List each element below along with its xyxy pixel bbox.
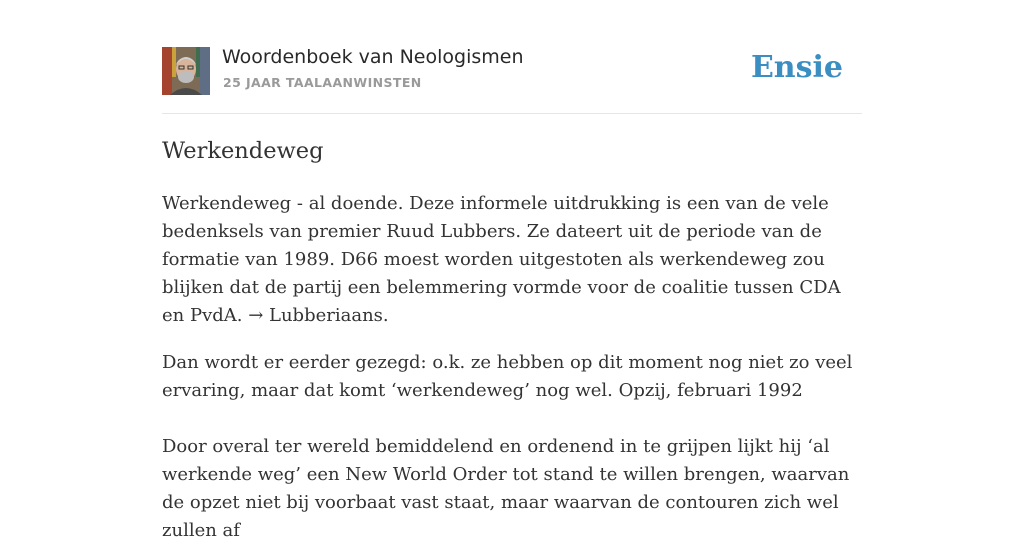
quote-paragraph: Door overal ter wereld bemiddelend en ordenend in te grijpen lijkt hij ‘al werkende weg’ een New World Order tot stand te willen brengen, waarvan de opzet niet bij voorbaat vast staat, maar waarvan de contouren zich wel zullen af (162, 436, 850, 541)
avatar[interactable] (162, 47, 210, 95)
site-title[interactable]: Woordenboek van Neologismen (222, 46, 524, 68)
article-title: Werkendeweg (162, 138, 324, 164)
brand-logo[interactable]: Ensie (750, 50, 843, 85)
author-portrait-icon (162, 47, 210, 95)
site-subtitle: 25 JAAR TAALAANWINSTEN (223, 75, 422, 90)
site-header (162, 0, 862, 114)
definition-paragraph: Werkendeweg - al doende. Deze informele uitdrukking is een van de vele bedenksels van premier Ruud Lubbers. Ze dateert uit de periode van de formatie van 1989. D66 moest worden uitgestoten als werkendeweg zou blijken dat de partij een belemmering vormde voor de coalitie tussen CDA en PvdA. → Lubberiaans. (162, 193, 841, 326)
quote-paragraph: Dan wordt er eerder gezegd: o.k. ze hebben op dit moment nog niet zo veel ervaring, maar dat komt ‘werkendeweg’ nog wel. Opzij, februari 1992 (162, 352, 853, 401)
content-container (162, 0, 862, 541)
